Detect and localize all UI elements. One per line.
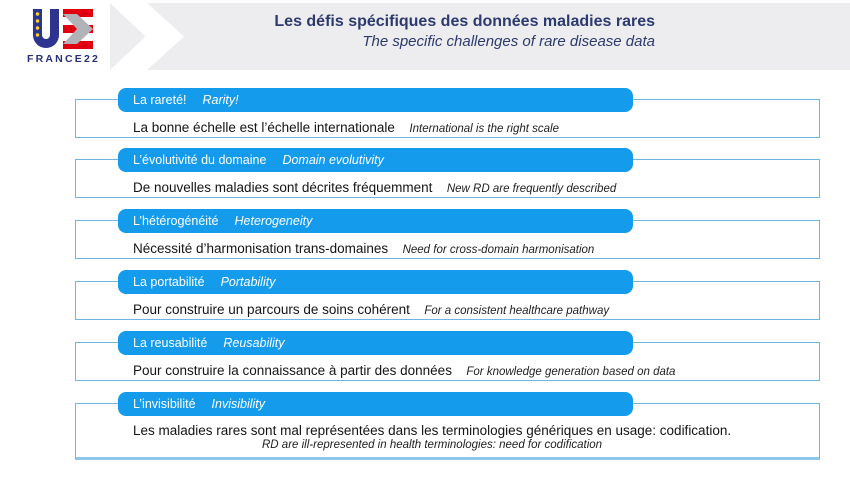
bar-label-fr: L’hétérogénéité xyxy=(133,214,219,228)
description-en: RD are ill-represented in health terminologies: need for codification xyxy=(262,439,603,451)
section-portability xyxy=(75,270,820,320)
section-header-bar xyxy=(118,88,633,112)
bar-label-fr: L’évolutivité du domaine xyxy=(133,153,267,167)
section-description xyxy=(133,240,812,258)
section-description xyxy=(133,423,812,453)
slide-title-block xyxy=(240,11,655,52)
bar-label-fr: La portabilité xyxy=(133,275,205,289)
bar-label-en: Heterogeneity xyxy=(234,214,313,228)
section-header-bar xyxy=(118,331,633,355)
description-fr: De nouvelles maladies sont décrites fréquemment xyxy=(133,180,433,195)
ue-logo-icon xyxy=(27,8,99,52)
description-fr: Pour construire un parcours de soins cohérent xyxy=(133,302,410,317)
description-fr: Les maladies rares sont mal représentées dans les terminologies génériques en usage: codification. xyxy=(133,423,732,438)
section-description xyxy=(133,119,812,137)
section-invisibility xyxy=(75,392,820,460)
description-en: For a consistent healthcare pathway xyxy=(424,305,610,317)
description-fr: Pour construire la connaissance à partir des données xyxy=(133,363,452,378)
logo-text: FRANCE22 xyxy=(27,53,101,65)
bar-label-en: Invisibility xyxy=(211,397,266,411)
section-description xyxy=(133,301,812,319)
bar-label-en: Reusability xyxy=(223,336,285,350)
bar-label-en: Domain evolutivity xyxy=(282,153,384,167)
section-heterogeneity xyxy=(75,209,820,259)
section-header-bar xyxy=(118,270,633,294)
bar-label-fr: La rareté! xyxy=(133,93,187,107)
bar-label-fr: La reusabilité xyxy=(133,336,208,350)
page-title-fr: Les défis spécifiques des données maladies rares xyxy=(274,13,655,30)
description-two-line xyxy=(133,423,731,451)
description-en: International is the right scale xyxy=(409,123,559,135)
france22-logo xyxy=(27,8,111,65)
description-en: New RD are frequently described xyxy=(446,183,617,195)
section-header-bar xyxy=(118,209,633,233)
section-evolutivity xyxy=(75,148,820,198)
chevron-right-icon xyxy=(110,3,184,70)
bar-label-fr: L’invisibilité xyxy=(133,397,196,411)
section-description xyxy=(133,362,812,380)
bar-label-en: Portability xyxy=(220,275,276,289)
section-header-bar xyxy=(118,148,633,172)
description-fr: La bonne échelle est l’échelle internationale xyxy=(133,120,395,135)
section-description xyxy=(133,179,812,197)
section-header-bar xyxy=(118,392,633,416)
page-title-en: The specific challenges of rare disease data xyxy=(362,33,655,51)
description-en: Need for cross-domain harmonisation xyxy=(402,244,595,256)
bar-label-en: Rarity! xyxy=(202,93,239,107)
section-rarity xyxy=(75,88,820,138)
description-en: For knowledge generation based on data xyxy=(466,366,676,378)
section-reusability xyxy=(75,331,820,381)
description-fr: Nécessité d’harmonisation trans-domaines xyxy=(133,241,389,256)
